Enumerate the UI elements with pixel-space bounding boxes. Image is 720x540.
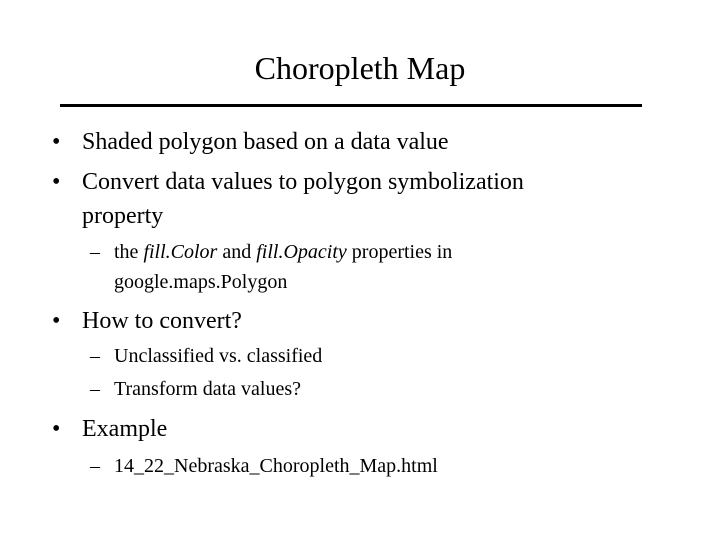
bullet-text: How to convert? (82, 308, 242, 334)
sub-bullet-text: 14_22_Nebraska_Choropleth_Map.html (114, 455, 438, 477)
dash-icon: – (90, 345, 100, 367)
text-run: properties in (346, 241, 453, 263)
bullet-text: Example (82, 416, 168, 442)
bullet-icon: • (52, 416, 61, 442)
bullet-text: property (82, 203, 164, 229)
sub-bullet-text: Unclassified vs. classified (114, 345, 323, 367)
italic-run: fill.Opacity (256, 241, 347, 263)
text-run: the (114, 241, 144, 263)
dash-icon: – (90, 455, 100, 477)
bullet-text: Shaded polygon based on a data value (82, 129, 449, 155)
dash-icon: – (90, 378, 100, 400)
slide-title: Choropleth Map (254, 50, 466, 86)
text-run: and (217, 241, 257, 263)
bullet-icon: • (52, 169, 61, 195)
sub-bullet-text (114, 237, 452, 267)
bullet-icon: • (52, 129, 61, 155)
sub-bullet-text: Transform data values? (114, 378, 301, 400)
bullet-text: Convert data values to polygon symbolization (82, 169, 524, 195)
italic-run: fill.Color (143, 241, 218, 263)
sub-bullet-text: google.maps.Polygon (114, 271, 288, 293)
bullet-icon: • (52, 308, 61, 334)
dash-icon: – (90, 241, 100, 263)
